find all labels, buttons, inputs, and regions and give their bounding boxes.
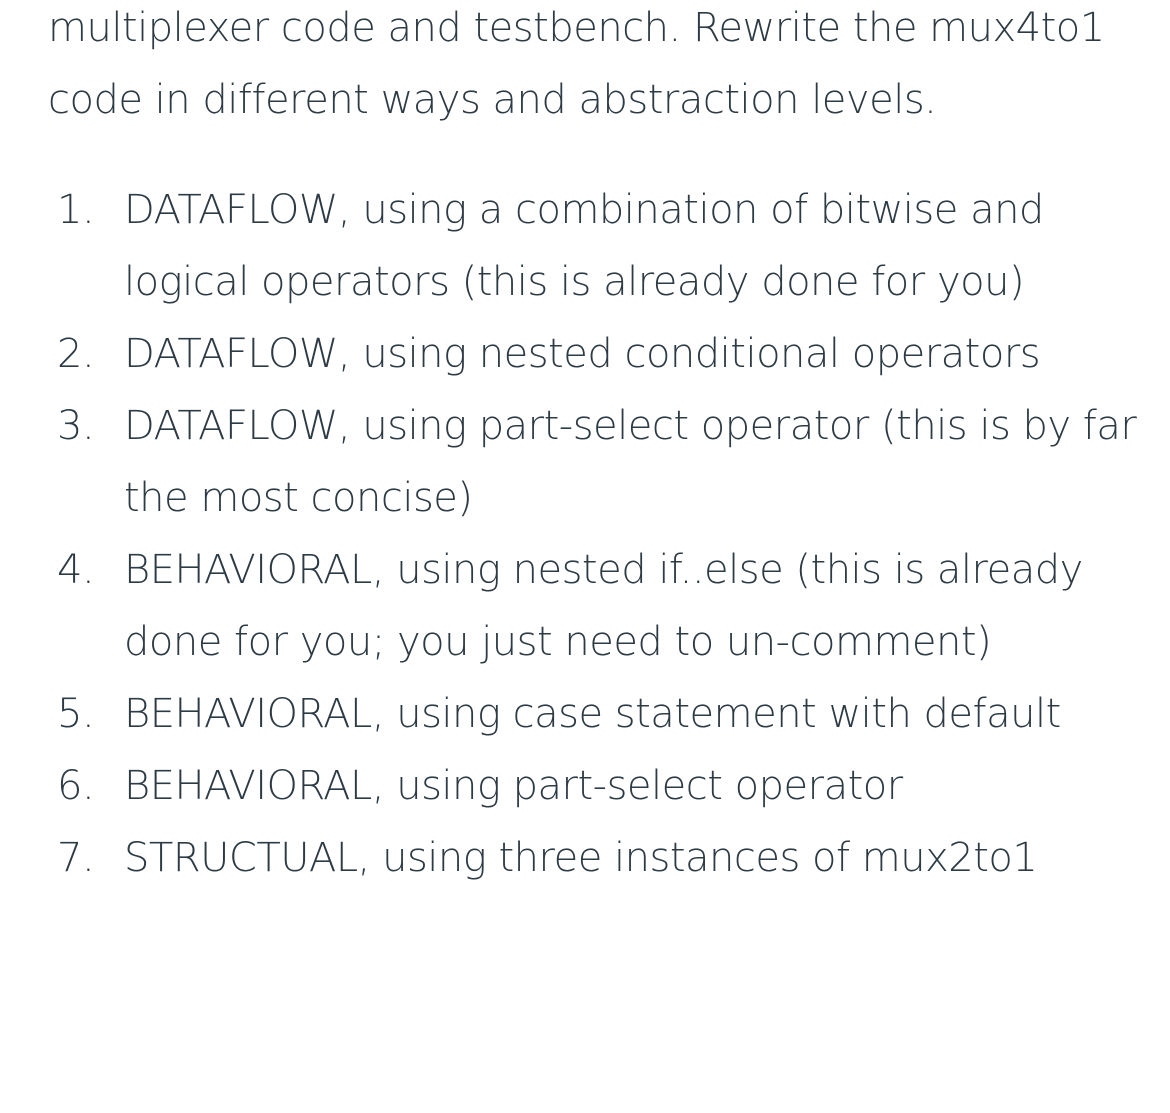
list-item-text: DATAFLOW, using a combination of bitwise and logical operators (this is already done for you) — [124, 187, 1044, 305]
list-item-text: STRUCTUAL, using three instances of mux2to1 — [124, 835, 1038, 881]
list-item-number: 3. — [57, 403, 95, 449]
list-item-text: DATAFLOW, using nested conditional operators — [124, 331, 1041, 377]
list-item-number: 1. — [57, 187, 95, 233]
list-item-number: 4. — [57, 547, 95, 593]
list-item-text: DATAFLOW, using part-select operator (this is by far the most concise) — [124, 403, 1137, 521]
document-content — [48, 0, 1164, 894]
list-item-number: 2. — [57, 331, 95, 377]
list-item-text: BEHAVIORAL, using nested if..else (this is already done for you; you just need to un-comment) — [124, 547, 1083, 665]
list-item — [48, 534, 1164, 678]
list-item-text: BEHAVIORAL, using case statement with default — [124, 691, 1061, 737]
list-item — [48, 174, 1164, 318]
intro-paragraph: multiplexer code and testbench. Rewrite the mux4to1 code in different ways and abstraction levels. — [48, 5, 1105, 123]
list-item — [48, 678, 1164, 750]
list-item — [48, 750, 1164, 822]
list-item — [48, 822, 1164, 894]
list-item-number: 7. — [57, 835, 95, 881]
numbered-list — [48, 174, 1164, 894]
list-item-number: 6. — [57, 763, 95, 809]
list-item — [48, 318, 1164, 390]
list-item — [48, 390, 1164, 534]
list-item-number: 5. — [57, 691, 95, 737]
list-item-text: BEHAVIORAL, using part-select operator — [124, 763, 903, 809]
